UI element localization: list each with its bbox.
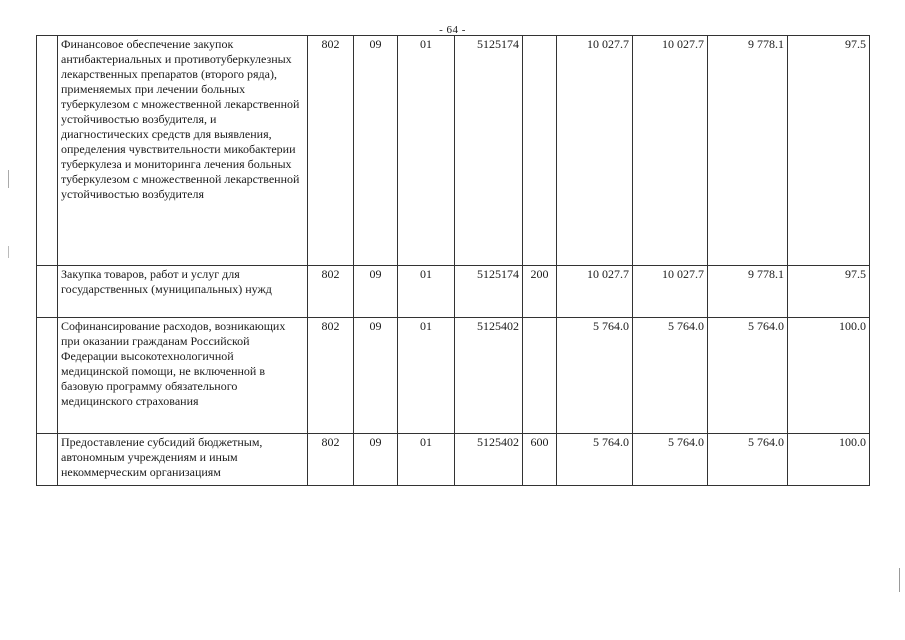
target-article-code: 5125174 — [455, 266, 523, 318]
subsection-code: 01 — [398, 434, 455, 486]
plan-value: 5 764.0 — [557, 318, 633, 434]
target-article-code: 5125402 — [455, 434, 523, 486]
subsection-code: 01 — [398, 36, 455, 266]
row-margin-cell — [37, 36, 58, 266]
budget-table — [36, 35, 870, 486]
row-margin-cell — [37, 266, 58, 318]
section-code: 09 — [354, 36, 398, 266]
target-article-code: 5125174 — [455, 36, 523, 266]
section-code: 09 — [354, 318, 398, 434]
percent-value: 97.5 — [788, 36, 870, 266]
table-row — [37, 266, 870, 318]
target-article-code: 5125402 — [455, 318, 523, 434]
table-row — [37, 434, 870, 486]
refined-plan-value: 5 764.0 — [633, 318, 708, 434]
section-code: 09 — [354, 434, 398, 486]
executed-value: 5 764.0 — [708, 434, 788, 486]
expense-type-code: 200 — [523, 266, 557, 318]
table-row — [37, 36, 870, 266]
expense-type-code — [523, 318, 557, 434]
expense-name: Предоставление субсидий бюджетным, автономным учреждениям и иным некоммерческим организациям — [58, 434, 308, 486]
ministry-code: 802 — [308, 266, 354, 318]
refined-plan-value: 10 027.7 — [633, 266, 708, 318]
percent-value: 100.0 — [788, 434, 870, 486]
table-row — [37, 318, 870, 434]
row-margin-cell — [37, 434, 58, 486]
scan-artifact — [8, 246, 9, 258]
executed-value: 9 778.1 — [708, 36, 788, 266]
subsection-code: 01 — [398, 266, 455, 318]
section-code: 09 — [354, 266, 398, 318]
percent-value: 100.0 — [788, 318, 870, 434]
executed-value: 5 764.0 — [708, 318, 788, 434]
ministry-code: 802 — [308, 318, 354, 434]
refined-plan-value: 5 764.0 — [633, 434, 708, 486]
plan-value: 10 027.7 — [557, 36, 633, 266]
row-margin-cell — [37, 318, 58, 434]
expense-name: Софинансирование расходов, возникающих при оказании гражданам Российской Федерации высокотехнологичной медицинской помощи, не включенной в базовую программу обязательного медицинского страхования — [58, 318, 308, 434]
ministry-code: 802 — [308, 36, 354, 266]
plan-value: 10 027.7 — [557, 266, 633, 318]
plan-value: 5 764.0 — [557, 434, 633, 486]
executed-value: 9 778.1 — [708, 266, 788, 318]
scan-artifact — [8, 170, 9, 188]
expense-type-code: 600 — [523, 434, 557, 486]
page-number: - 64 - — [439, 24, 466, 36]
ministry-code: 802 — [308, 434, 354, 486]
percent-value: 97.5 — [788, 266, 870, 318]
subsection-code: 01 — [398, 318, 455, 434]
expense-name: Закупка товаров, работ и услуг для государственных (муниципальных) нужд — [58, 266, 308, 318]
refined-plan-value: 10 027.7 — [633, 36, 708, 266]
expense-name: Финансовое обеспечение закупок антибактериальных и противотуберкулезных лекарственных препаратов (второго ряда), применяемых при лечении больных туберкулезом с множественной лекарственной устойчивостью возбудителя, и диагностических средств для выявления, определения чувствительности микобактерии туберкулеза и мониторинга лечения больных туберкулезом с множественной лекарственной устойчивостью возбудителя — [58, 36, 308, 266]
expense-type-code — [523, 36, 557, 266]
scan-artifact — [899, 568, 900, 592]
